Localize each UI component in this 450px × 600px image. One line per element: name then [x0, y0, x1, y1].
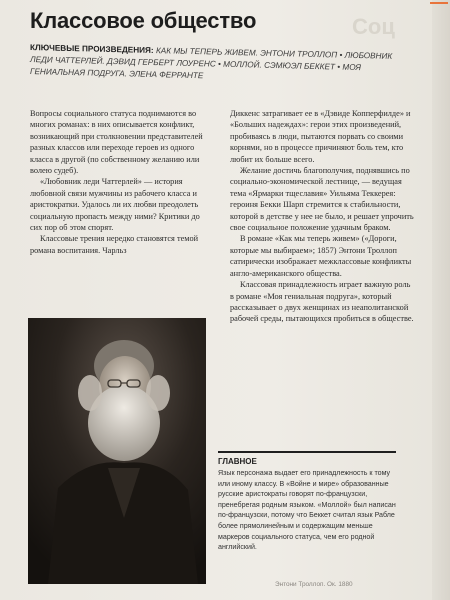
key-works-list: КАК МЫ ТЕПЕРЬ ЖИВЕМ. ЭНТОНИ ТРОЛЛОП • ЛЮБОВНИК ЛЕДИ ЧАТТЕРЛЕЙ. ДЭВИД ГЕРБЕРТ ЛОУРЕНС • МОЛЛОЙ. СЭМЮЭЛ БЕККЕТ • МОЯ ГЕНИАЛЬНАЯ ПОДРУГА. ЭЛЕНА ФЕРРАНТЕ — [30, 46, 393, 81]
next-page-ghost-title: Соц — [352, 14, 395, 39]
photo-caption: Энтони Троллоп. Ок. 1880 — [275, 581, 353, 588]
box-rule — [218, 451, 396, 453]
key-point-box — [218, 451, 396, 553]
paragraph: Желание достичь благополучия, поднявшись по социально-экономической лестнице, — ведущая тема «Ярмарки тщеславия» Уильяма Теккерея: героиня Бекки Шарп стремится к стабильности, которой в детстве у нее не было, и решает упрочить свое социальное положение удачным браком. — [230, 166, 414, 233]
page-edge — [432, 0, 450, 600]
paragraph: Диккенс затрагивает ее в «Дэвиде Копперфилде» и «Больших надеждах»: герои этих произведений, пробиваясь в люди, пытаются порвать со своими корнями, но в процессе причиняют боль тем, кто любит их больше всего. — [230, 109, 411, 164]
accent-mark — [430, 2, 448, 4]
portrait-illustration — [28, 318, 206, 584]
paragraph: Вопросы социального статуса поднимаются во многих романах: в них описывается конфликт, возникающий при столкновении представителей разных классов или переходе героев из одного класса в другой (по собственному желанию или волею судеб). — [30, 109, 203, 176]
portrait-photo — [28, 318, 206, 584]
paragraph: Классовые трения нередко становятся темой романа воспитания. Чарльз — [30, 234, 199, 255]
paragraph: «Любовник леди Чаттерлей» — история любовной связи мужчины из рабочего класса и аристократки. Удалось ли их любви преодолеть социальную пропасть между ними? Критики до сих пор об этом спорят. — [30, 177, 200, 233]
box-text: Язык персонажа выдает его принадлежность к тому или иному классу. В «Войне и мире» образованные русские аристократы говорят по-французски, пренебрегая родным языком. «Моллой» был написан по-французски, потому что Беккет считал язык Рабле более прямолинейным и содержащим меньше маркеров социального статуса, чем его родной английский. — [218, 469, 396, 552]
box-heading: ГЛАВНОЕ — [218, 457, 257, 466]
right-column — [230, 108, 415, 325]
paragraph: Классовая принадлежность играет важную роль в романе «Моя гениальная подруга», который рассказывает о двух женщинах из неаполитанской рабочей среды, пытающихся пробиться в обществе. — [230, 280, 414, 324]
key-works-label: КЛЮЧЕВЫЕ ПРОИЗВЕДЕНИЯ: — [30, 43, 154, 56]
left-column — [30, 108, 208, 256]
paragraph: В романе «Как мы теперь живем» («Дороги, которые мы выбираем»; 1857) Энтони Троллоп сатирически изображает межклассовые конфликты англо-американского общества. — [230, 234, 412, 278]
page-title: Классовое общество — [30, 8, 257, 33]
